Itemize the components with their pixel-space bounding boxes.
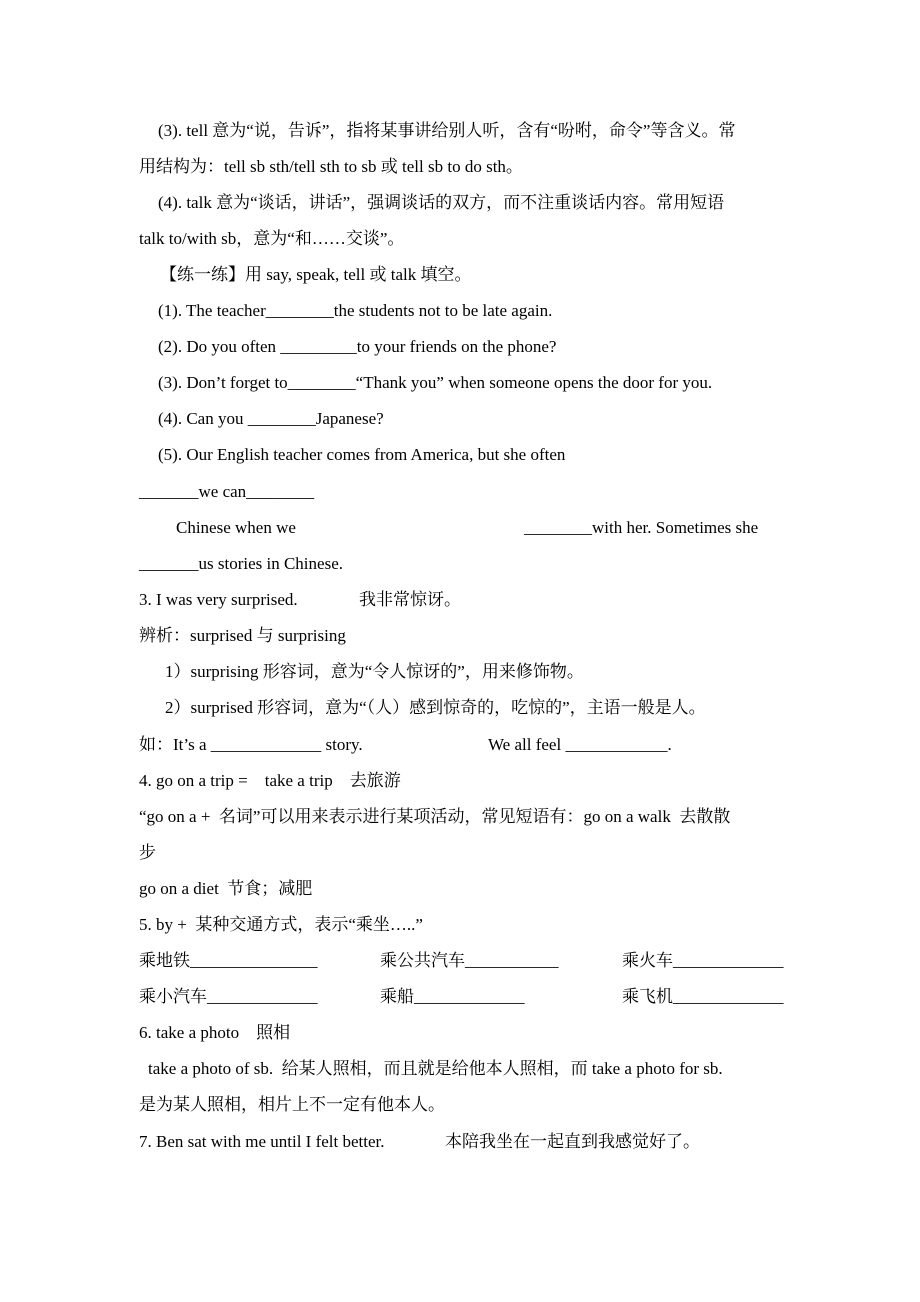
text-line: go on a diet 节食；减肥 [139,879,313,898]
text-line: _______we can________ [139,482,315,501]
section-heading: 6. take a photo 照相 [139,1023,291,1042]
text-line: 步 [139,843,156,862]
exercise-item: (1). The teacher________the students not to be late again. [158,301,553,320]
exercise-item: (2). Do you often _________to your friends on the phone? [158,337,557,356]
text-line: 乘小汽车_____________ [139,987,318,1006]
text-line: (3). tell 意为“说，告诉”，指将某事讲给别人听，含有“吩咐，命令”等含义。常 [158,121,736,140]
text-line: _______us stories in Chinese. [139,554,343,573]
exercise-item: (3). Don’t forget to________“Thank you” when someone opens the door for you. [158,373,713,392]
text-line: take a photo of sb. 给某人照相，而且就是给他本人照相，而 take a photo for sb. [148,1059,723,1078]
text-line: 用结构为：tell sb sth/tell sth to sb 或 tell sb to do sth。 [139,157,523,176]
section-heading: 5. by + 某种交通方式，表示“乘坐…..” [139,915,423,934]
section-heading: 7. Ben sat with me until I felt better. [139,1132,385,1151]
text-line: 乘地铁_______________ [139,951,318,970]
text-line: 乘火车_____________ [622,951,784,970]
exercise-item: (4). Can you ________Japanese? [158,409,384,428]
text-line: 如：It’s a _____________ story. [139,735,363,754]
text-line: 是为某人照相，相片上不一定有他本人。 [139,1095,445,1114]
text-line: talk to/with sb，意为“和……交谈”。 [139,229,405,248]
translation: 我非常惊讶。 [359,590,461,609]
text-line: ________with her. Sometimes she [524,518,759,537]
text-line: Chinese when we [176,518,296,537]
section-heading: 4. go on a trip = take a trip 去旅游 [139,771,401,790]
text-line: 乘飞机_____________ [622,987,784,1006]
text-line: We all feel ____________. [488,735,672,754]
translation: 本陪我坐在一起直到我感觉好了。 [445,1132,700,1151]
text-line: (4). talk 意为“谈话，讲话”，强调谈话的双方，而不注重谈话内容。常用短语 [158,193,725,212]
exercise-heading: 【练一练】用 say, speak, tell 或 talk 填空。 [160,265,472,284]
text-line: “go on a + 名词”可以用来表示进行某项活动，常见短语有：go on a walk 去散散 [139,807,731,826]
section-heading: 3. I was very surprised. [139,590,298,609]
exercise-item: (5). Our English teacher comes from America, but she often [158,445,566,464]
text-line: 乘船_____________ [380,987,525,1006]
text-line: 1）surprising 形容词，意为“令人惊讶的”，用来修饰物。 [165,662,584,681]
text-line: 辨析：surprised 与 surprising [139,626,346,645]
text-line: 乘公共汽车___________ [380,951,559,970]
text-line: 2）surprised 形容词，意为“（人）感到惊奇的，吃惊的”，主语一般是人。 [165,698,706,717]
